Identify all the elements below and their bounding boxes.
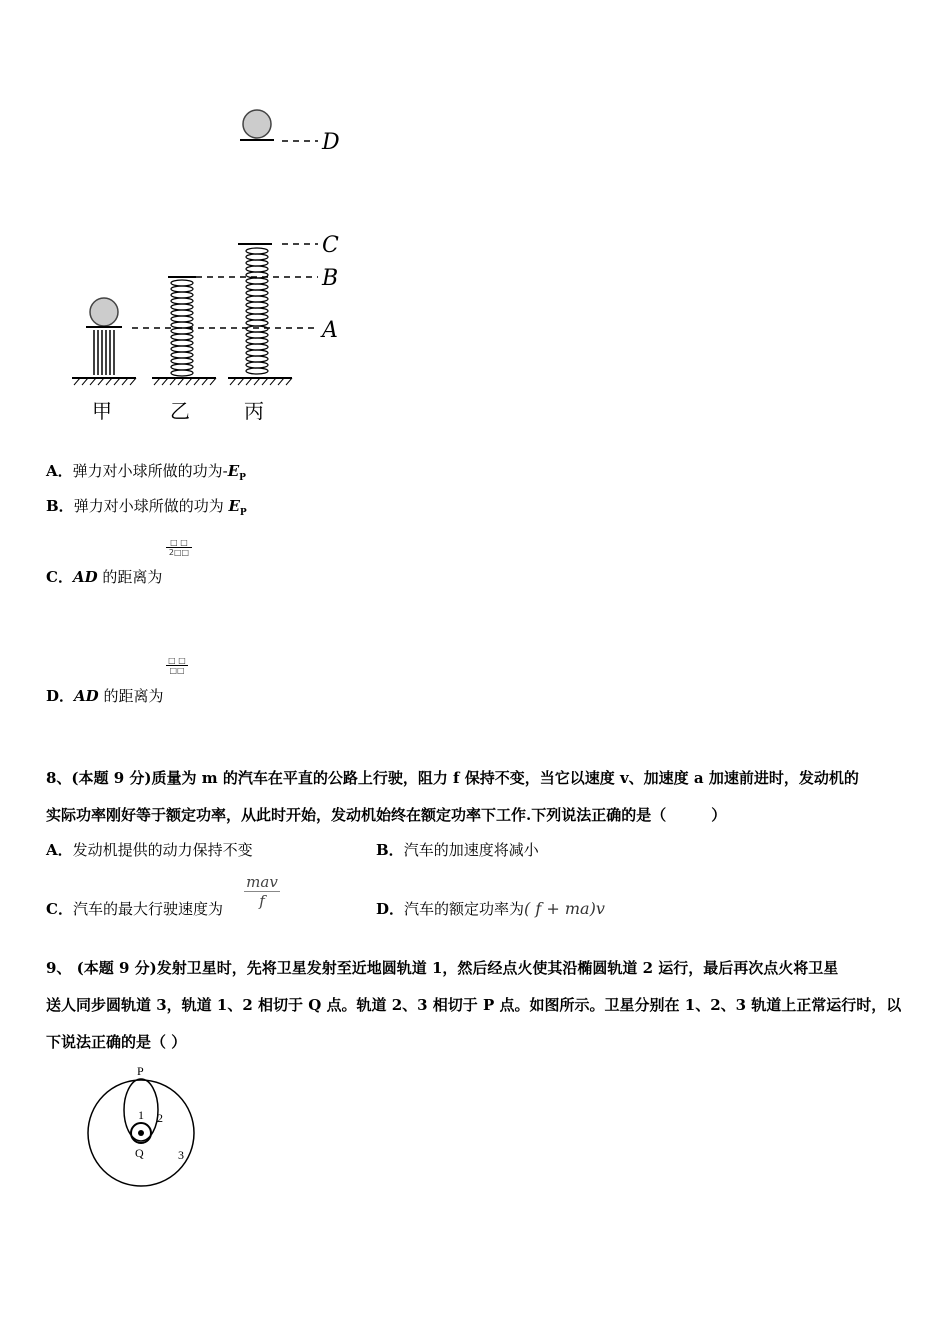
q8-line1: 8、(本题 9 分)质量为 m 的汽车在平直的公路上行驶，阻力 f 保持不变，当它以速度 v、加速度 a 加速前进时，发动机的 <box>46 769 859 787</box>
q7-option-c-fraction: □ □ 2□□ <box>166 538 192 557</box>
label-C: C <box>322 233 339 258</box>
q8-option-d: D．汽车的额定功率为( f + ma)v <box>376 899 605 918</box>
q7-option-a: A．弹力对小球所做的功为$-E_P$ <box>46 462 246 483</box>
label-A: A <box>322 318 338 343</box>
label-P: P <box>137 1064 144 1078</box>
q9-line2: 送人同步圆轨道 3，轨道 1、2 相切于 Q 点。轨道 2、3 相切于 P 点。如图所示。卫星分别在 1、2、3 轨道上正常运行时，以 <box>46 996 902 1014</box>
label-2: 2 <box>157 1111 163 1125</box>
caption-bing: 丙 <box>244 399 264 423</box>
label-1: 1 <box>138 1108 144 1122</box>
label-Q: Q <box>135 1146 144 1160</box>
q9-line3: 下说法正确的是（ ） <box>46 1033 187 1051</box>
q7-option-b: B．弹力对小球所做的功为 $E_P$ <box>46 497 247 518</box>
orbit-figure <box>82 1062 206 1188</box>
q8-option-c: C．汽车的最大行驶速度为 <box>46 900 223 918</box>
spring-figure <box>60 95 360 430</box>
q8-option-c-fraction: mav f <box>244 873 280 910</box>
q8-option-b: B．汽车的加速度将减小 <box>376 841 539 859</box>
q7-option-c: C．AD 的距离为 <box>46 568 163 586</box>
label-D: D <box>322 130 340 155</box>
label-3: 3 <box>178 1148 184 1162</box>
q9-line1: 9、 (本题 9 分)发射卫星时，先将卫星发射至近地圆轨道 1，然后经点火使其沿椭圆轨道 2 运行，最后再次点火将卫星 <box>46 959 839 977</box>
q8-option-a: A．发动机提供的动力保持不变 <box>46 841 253 859</box>
q7-option-d: D．AD 的距离为 <box>46 687 164 705</box>
caption-jia: 甲 <box>92 399 112 423</box>
earth <box>138 1130 144 1136</box>
caption-yi: 乙 <box>170 399 190 423</box>
ball-top <box>243 110 271 138</box>
q7-option-d-fraction: □ □ □□ <box>166 656 188 675</box>
q8-line2: 实际功率刚好等于额定功率，从此时开始，发动机始终在额定功率下工作.下列说法正确的是（ ） <box>46 806 727 824</box>
label-B: B <box>322 266 339 291</box>
